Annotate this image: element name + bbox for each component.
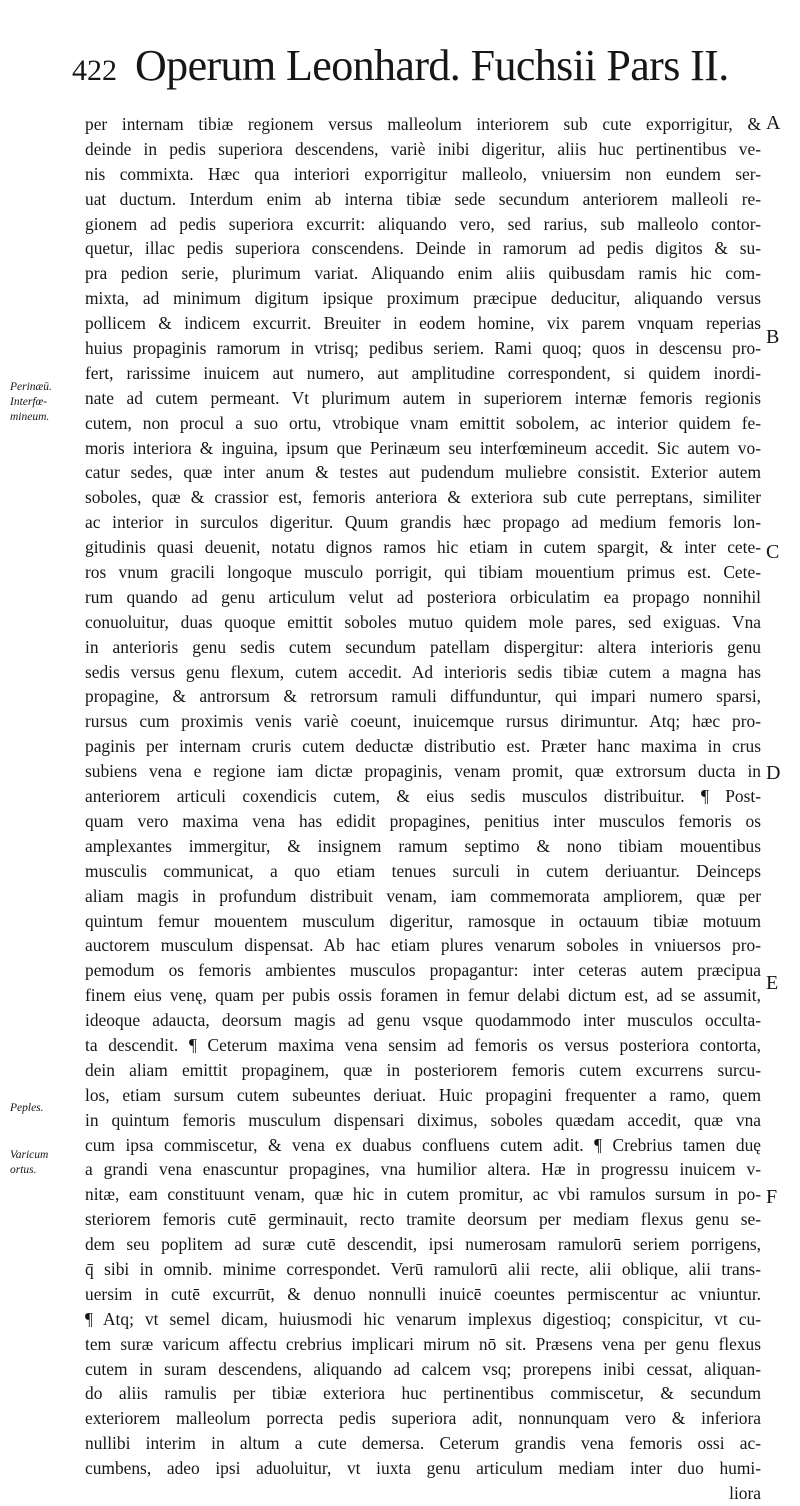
section-letter-a: A xyxy=(766,112,781,134)
text-line: finem eius venę, quam per pubis ossis foramen in femur delabi dictum est, ad se assumit, xyxy=(85,985,761,1006)
text-line: ta descendit. ¶ Ceterum maxima vena sensim ad femoris os versus posteriora contorta, xyxy=(85,1034,761,1055)
text-line: steriorem femoris cutē germinauit, recto tramite deorsum per mediam flexus genu se- xyxy=(85,1209,761,1230)
text-line: rum quando ad genu articulum velut ad posteriora orbiculatim ea propago nonnihil xyxy=(85,586,761,607)
marginal-note-peples xyxy=(10,1101,76,1116)
marginal-note-line: Interfœ- xyxy=(10,396,48,408)
marginal-note-line: Peples. xyxy=(10,1102,44,1114)
text-line: dem seu poplitem ad suræ cutē descendit, ipsi numerosam ramulorū seriem porrigens, xyxy=(85,1234,761,1255)
section-letter-e: E xyxy=(766,972,779,994)
marginal-note-line: mineum. xyxy=(10,411,50,423)
text-line: nate ad cutem permeant. Vt plurimum autem in superiorem internæ femoris regionis xyxy=(85,387,761,408)
text-line: rursus cum proximis venis variè coeunt, inuicemque rursus dirimuntur. Atq; hæc pro- xyxy=(85,711,761,732)
text-line: cutem in suram descendens, aliquando ad calcem vsq; prorepens inibi cessat, aliquan- xyxy=(85,1358,761,1379)
text-line: ac interior in surculos digeritur. Quum grandis hæc propago ad medium femoris lon- xyxy=(85,512,761,533)
text-line: aliam magis in profundum distribuit venam, iam commemorata ampliorem, quæ per xyxy=(85,885,761,906)
text-line: quetur, illac pedis superiora conscendens. Deinde in ramorum ad pedis digitos & su- xyxy=(85,238,761,259)
text-line: in anterioris genu sedis cutem secundum patellam dispergitur: altera interioris genu xyxy=(85,636,761,657)
marginal-note-line: ortus. xyxy=(10,1164,37,1176)
text-line: a grandi vena enascuntur propagines, vna humilior altera. Hæ in progressu inuicem v- xyxy=(85,1159,761,1180)
text-line: nullibi interim in altum a cute demersa. Ceterum grandis vena femoris ossi ac- xyxy=(85,1433,761,1454)
marginal-note-line: Perinæū. xyxy=(10,381,52,393)
text-line: propagine, & antrorsum & retrorsum ramuli diffunduntur, qui impari numero sparsi, xyxy=(85,686,761,707)
text-line: uat ductum. Interdum enim ab interna tibiæ sede secundum anteriorem malleoli re- xyxy=(85,188,761,209)
text-line: per internam tibiæ regionem versus malleolum interiorem sub cute exporrigitur, & xyxy=(85,114,761,134)
text-line: ¶ Atq; vt semel dicam, huiusmodi hic venarum implexus digestioq; conspicitur, vt cu- xyxy=(85,1308,761,1329)
text-line: tem suræ varicum affectu crebrius implicari mirum nō sit. Præsens vena per genu flexus xyxy=(85,1333,761,1354)
text-line: dein aliam emittit propaginem, quæ in posteriorem femoris cutem excurrens surcu- xyxy=(85,1059,761,1080)
text-line: cum ipsa commiscetur, & vena ex duabus confluens cutem adit. ¶ Crebrius tamen duę xyxy=(85,1134,761,1155)
page-header xyxy=(72,40,772,100)
text-line: amplexantes immergitur, & insignem ramum septimo & nono tibiam mouentibus xyxy=(85,835,761,856)
text-line: in quintum femoris musculum dispensari diximus, soboles quædam accedit, quæ vna xyxy=(85,1109,761,1130)
text-line: anteriorem articuli coxendicis cutem, & eius sedis musculos distribuitur. ¶ Post- xyxy=(85,786,761,807)
text-line: nitæ, eam constituunt venam, quæ hic in cutem promitur, ac vbi ramulos sursum in po- xyxy=(85,1184,761,1205)
text-line: catur sedes, quæ inter anum & testes aut pudendum muliebre consistit. Exterior autem xyxy=(85,462,761,483)
section-letter-c: C xyxy=(766,541,780,563)
marginal-note-line: Varicum xyxy=(10,1149,49,1161)
text-line: auctorem musculum dispensat. Ab hac etiam plures venarum soboles in vniuersos pro- xyxy=(85,935,761,956)
text-line: pemodum os femoris ambientes musculos propagantur: inter ceteras autem præcipua xyxy=(85,960,761,981)
marginal-note-varicum xyxy=(10,1148,76,1178)
marginal-note-perinaeum xyxy=(10,380,76,425)
text-line: musculis communicat, a quo etiam tenues surculi in cutem deriuantur. Deinceps xyxy=(85,860,761,881)
body-text xyxy=(85,112,761,1506)
text-line: pollicem & indicem excurrit. Breuiter in eodem homine, vix parem vnquam reperias xyxy=(85,313,761,334)
text-line: mixta, ad minimum digitum ipsique proximum præcipue deducitur, aliquando versus xyxy=(85,288,761,309)
section-letter-d: D xyxy=(766,762,781,784)
text-line: gionem ad pedis superiora excurrit: aliquando vero, sed rarius, sub malleolo contor- xyxy=(85,213,761,234)
text-line: ros vnum gracili longoque musculo porrigit, qui tibiam mouentium primus est. Cete- xyxy=(85,562,761,583)
text-line: quintum femur mouentem musculum digeritur, ramosque in octauum tibiæ motuum xyxy=(85,910,761,931)
text-line: q̄ sibi in omnib. minime correspondet. Verū ramulorū alii recte, alii oblique, alii trans- xyxy=(85,1258,761,1279)
running-title: Operum Leonhard. Fuchsii Pars II. xyxy=(135,41,729,90)
text-line: cumbens, adeo ipsi aduoluitur, vt iuxta genu articulum mediam inter duo humi- xyxy=(85,1458,761,1479)
text-line: uersim in cutē excurrūt, & denuo nonnulli inuicē coeuntes permiscentur ac vniuntur. xyxy=(85,1283,761,1304)
text-line: moris interiora & inguina, ipsum que Perinæum seu interfœmineum accedit. Sic autem vo- xyxy=(85,437,761,458)
page-number: 422 xyxy=(72,54,117,87)
text-line: huius propaginis ramorum in vtrisq; pedibus seriem. Rami quoq; quos in descensu pro- xyxy=(85,338,761,359)
text-line: ideoque adaucta, deorsum magis ad genu vsque quodammodo inter musculos occulta- xyxy=(85,1010,761,1031)
text-line: exteriorem malleolum porrecta pedis superiora adit, nonnunquam vero & inferiora xyxy=(85,1408,761,1429)
text-line: fert, rarissime inuicem aut numero, aut amplitudine correspondent, si quidem inordi- xyxy=(85,362,761,383)
text-line: nis commixta. Hæc qua interiori exporrigitur malleolo, vniuersim non eundem ser- xyxy=(85,163,761,184)
text-line: conuoluitur, duas quoque emittit soboles mutuo quidem mole pares, sed exiguas. Vna xyxy=(85,611,761,632)
text-line: paginis per internam cruris cutem deductæ distributio est. Præter hanc maxima in crus xyxy=(85,736,761,757)
text-line: los, etiam sursum cutem subeuntes deriuat. Huic propagini frequenter a ramo, quem xyxy=(85,1084,761,1105)
section-letter-b: B xyxy=(766,326,780,348)
text-line: sedis versus genu flexum, cutem accedit. Ad interioris sedis tibiæ cutem a magna has xyxy=(85,661,761,682)
catchword: liora xyxy=(729,1482,761,1503)
text-line: gitudinis quasi deuenit, notatu dignos ramos hic etiam in cutem spargit, & inter cete- xyxy=(85,537,761,558)
text-line: pra pedion serie, plurimum variat. Aliquando enim aliis quibusdam ramis hic com- xyxy=(85,263,761,284)
text-line: deinde in pedis superiora descendens, variè inibi digeritur, aliis huc pertinentibus ve- xyxy=(85,138,761,159)
text-line: soboles, quæ & crassior est, femoris anteriora & exteriora sub cute perreptans, similiter xyxy=(85,487,761,508)
text-line: cutem, non procul a suo ortu, vtrobique vnam emittit sobolem, ac interior quidem fe- xyxy=(85,412,761,433)
section-letter-f: F xyxy=(766,1186,778,1208)
text-line: do aliis ramulis per tibiæ exteriora huc pertinentibus commiscetur, & secundum xyxy=(85,1383,761,1404)
text-line: quam vero maxima vena has edidit propagines, penitius inter musculos femoris os xyxy=(85,810,761,831)
text-line: subiens vena e regione iam dictæ propaginis, venam promit, quæ extrorsum ducta in xyxy=(85,761,761,782)
